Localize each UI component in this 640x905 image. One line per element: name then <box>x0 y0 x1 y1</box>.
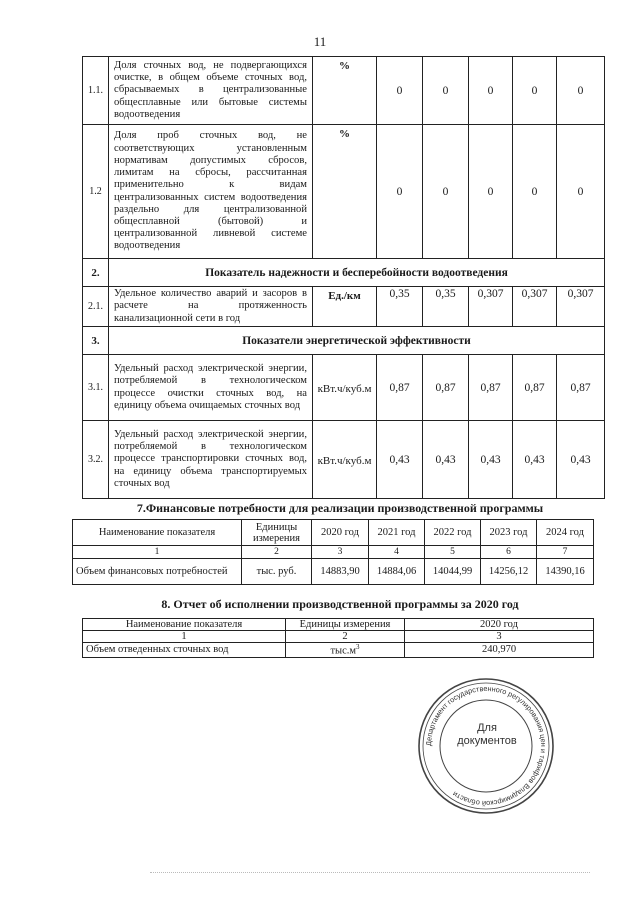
column-index: 4 <box>369 546 425 559</box>
indicator-description: Удельное количество аварий и засоров в расчете на протяженность канализационной сети в год <box>109 287 313 327</box>
indicator-description: Удельный расход электрической энергии, потребляемой в технологическом процессе транспортировки сточных вод, на единицу объема транспортируемых сточных вод <box>109 421 313 499</box>
value-cell: 0 <box>377 125 423 259</box>
value-cell: 0,307 <box>557 287 605 327</box>
section-number: 3. <box>83 327 109 355</box>
column-header: Наименование показателя <box>83 619 286 631</box>
row-number: 2.1. <box>83 287 109 327</box>
unit-text: тыс.м <box>330 645 357 657</box>
value-cell: 0 <box>513 57 557 125</box>
value-cell: 0,87 <box>377 355 423 421</box>
indicator-description: Доля проб сточных вод, не соответствующих установленным нормативам допустимых сбросов, лимитам на сбросы, рассчитанная применительно к видам централизованных систем водоотведения раздельно для централизованной общесплавной (бытовой) и централизованной ливневой системе водоотведения <box>109 125 313 259</box>
column-index: 7 <box>537 546 594 559</box>
stamp-center <box>447 722 527 748</box>
indicators-table <box>82 56 605 499</box>
index-row <box>73 546 594 559</box>
column-index: 1 <box>83 631 286 643</box>
column-index: 1 <box>73 546 242 559</box>
indicator-description: Доля сточных вод, не подвергающихся очистке, в общем объеме сточных вод, сбрасываемых в централизованные общесплавные или бытовые системы водоотведения <box>109 57 313 125</box>
section-row <box>83 259 605 287</box>
column-index: 2 <box>242 546 312 559</box>
section-title: Показатель надежности и бесперебойности водоотведения <box>109 259 605 287</box>
unit-cell <box>286 643 405 658</box>
value-cell: 0,87 <box>423 355 469 421</box>
stamp-center-line1: Для <box>477 722 497 734</box>
value-cell: 0,43 <box>423 421 469 499</box>
value-cell: 0,43 <box>557 421 605 499</box>
value-cell: 0,43 <box>513 421 557 499</box>
section-7-heading: 7.Финансовые потребности для реализации производственной программы <box>136 501 544 515</box>
table-row <box>83 643 594 658</box>
table-row <box>83 421 605 499</box>
indicator-description: Удельный расход электрической энергии, потребляемой в технологическом процессе очистки сточных вод, на единицу объема очищаемых сточных вод <box>109 355 313 421</box>
section-number: 2. <box>83 259 109 287</box>
column-header: 2020 год <box>405 619 594 631</box>
table-header-row <box>73 520 594 546</box>
column-header: 2024 год <box>537 520 594 546</box>
value-cell: 14884,06 <box>369 559 425 585</box>
unit-cell: кВт.ч/куб.м <box>313 355 377 421</box>
section-row <box>83 327 605 355</box>
value-cell: 0,35 <box>423 287 469 327</box>
row-number: 1.2 <box>83 125 109 259</box>
value-cell: 0,307 <box>513 287 557 327</box>
table-row <box>83 125 605 259</box>
page-number: 11 <box>313 34 327 49</box>
value-cell: 0 <box>513 125 557 259</box>
column-header: 2020 год <box>312 520 369 546</box>
indicator-label: Объем отведенных сточных вод <box>83 643 286 658</box>
value-cell: 0 <box>557 57 605 125</box>
index-row <box>83 631 594 643</box>
value-cell: 0,307 <box>469 287 513 327</box>
value-cell: 0 <box>469 125 513 259</box>
value-cell: 240,970 <box>405 643 594 658</box>
unit-superscript: 3 <box>356 643 360 651</box>
value-cell: 0 <box>557 125 605 259</box>
row-number: 1.1. <box>83 57 109 125</box>
column-header: Единицы измерения <box>286 619 405 631</box>
stamp-ring-text: Департамент государственного регулирования цен и тарифов Владимирской области <box>423 683 549 809</box>
value-cell: 14883,90 <box>312 559 369 585</box>
unit-cell: тыс. руб. <box>242 559 312 585</box>
table-row <box>73 559 594 585</box>
column-header: Наименование показателя <box>73 520 242 546</box>
column-index: 3 <box>312 546 369 559</box>
value-cell: 14256,12 <box>481 559 537 585</box>
value-cell: 14044,99 <box>425 559 481 585</box>
section-8-heading: 8. Отчет об исполнении производственной программы за 2020 год <box>161 597 519 611</box>
unit-cell: Ед./км <box>313 287 377 327</box>
value-cell: 0,43 <box>469 421 513 499</box>
column-index: 2 <box>286 631 405 643</box>
stamp-center-line2: документов <box>457 735 517 747</box>
column-header: 2023 год <box>481 520 537 546</box>
value-cell: 0,87 <box>469 355 513 421</box>
unit-cell: % <box>313 125 377 259</box>
table-row <box>83 287 605 327</box>
column-header: Единицы измерения <box>242 520 312 546</box>
row-number: 3.1. <box>83 355 109 421</box>
section-title: Показатели энергетической эффективности <box>109 327 605 355</box>
table-header-row <box>83 619 594 631</box>
value-cell: 0 <box>423 57 469 125</box>
unit-cell: % <box>313 57 377 125</box>
column-index: 6 <box>481 546 537 559</box>
financial-needs-table <box>72 519 594 585</box>
table-row <box>83 355 605 421</box>
unit-cell: кВт.ч/куб.м <box>313 421 377 499</box>
value-cell: 0 <box>423 125 469 259</box>
column-header: 2022 год <box>425 520 481 546</box>
column-index: 3 <box>405 631 594 643</box>
value-cell: 14390,16 <box>537 559 594 585</box>
value-cell: 0,87 <box>513 355 557 421</box>
indicator-label: Объем финансовых потребностей <box>73 559 242 585</box>
row-number: 3.2. <box>83 421 109 499</box>
value-cell: 0 <box>469 57 513 125</box>
column-header: 2021 год <box>369 520 425 546</box>
value-cell: 0 <box>377 57 423 125</box>
column-index: 5 <box>425 546 481 559</box>
value-cell: 0,87 <box>557 355 605 421</box>
value-cell: 0,35 <box>377 287 423 327</box>
table-row <box>83 57 605 125</box>
value-cell: 0,43 <box>377 421 423 499</box>
scan-artifact-line <box>150 872 590 875</box>
program-report-table <box>82 618 594 658</box>
